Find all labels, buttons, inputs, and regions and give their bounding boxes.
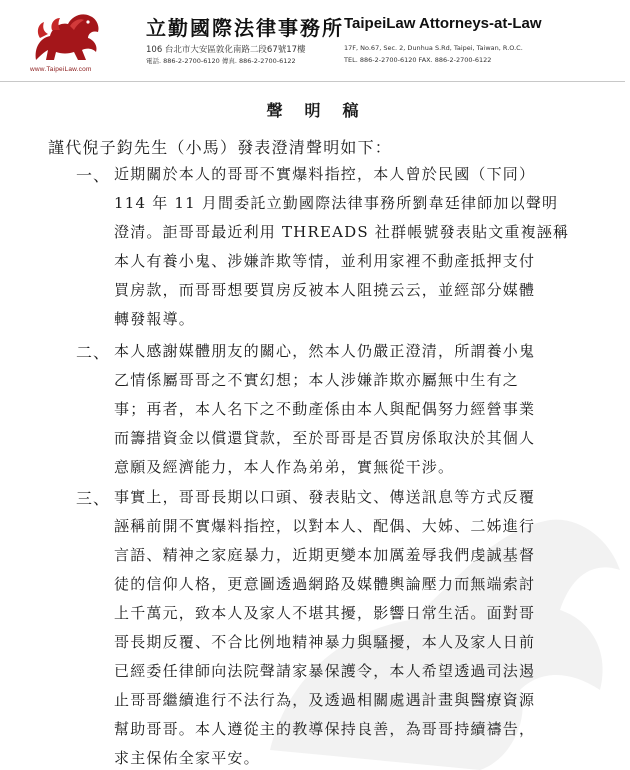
- firm-name-en: TaipeiLaw Attorneys-at-Law: [344, 15, 542, 32]
- document-title: 聲明稿: [266, 101, 381, 120]
- item-line: 事實上，哥哥長期以口頭、發表貼文、傳送訊息等方式反覆: [114, 488, 536, 506]
- firm-website: www.TaipeiLaw.com: [30, 66, 92, 73]
- item-number: 三、: [76, 489, 111, 508]
- item-line: 求主保佑全家平安。: [114, 749, 260, 767]
- item-line: 幫助哥哥。本人遵從主的教導保持良善，為哥哥持續禱告，: [114, 720, 536, 738]
- item-line: 已經委任律師向法院聲請家暴保護令，本人希望透過司法遏: [114, 662, 536, 680]
- item-line: 上千萬元，致本人及家人不堪其擾，影響日常生活。面對哥: [114, 604, 536, 622]
- item-line: 澄清。詎哥哥最近利用 THREADS 社群帳號發表貼文重複誣稱: [114, 223, 570, 241]
- item-line: 本人感謝媒體朋友的關心，然本人仍嚴正澄清，所謂養小鬼: [114, 342, 536, 360]
- firm-contact-zh: 電話. 886-2-2700-6120 傳真. 886-2-2700-6122: [146, 57, 296, 65]
- item-line: 近期關於本人的哥哥不實爆料指控，本人曾於民國（下同）: [114, 165, 536, 183]
- header-divider: [0, 81, 625, 82]
- item-line: 止哥哥繼續進行不法行為，及透過相關處遇計畫與醫療資源: [114, 691, 536, 709]
- item-line: 言語、精神之家庭暴力，近期更變本加厲羞辱我們虔誠基督: [114, 546, 536, 564]
- qilin-logo-icon: [26, 8, 106, 66]
- firm-name-zh: 立勤國際法律事務所: [146, 16, 344, 40]
- firm-contact-en: TEL. 886-2-2700-6120 FAX. 886-2-2700-6122: [344, 56, 492, 64]
- item-line: 乙情係屬哥哥之不實幻想；本人涉嫌詐欺亦屬無中生有之: [114, 371, 520, 389]
- statement-intro: 謹代倪子鈞先生（小馬）發表澄清聲明如下：: [48, 138, 393, 157]
- firm-address-zh: 106 台北市大安區敦化南路二段67號17樓: [146, 45, 306, 55]
- item-line: 而籌措資金以償還貸款，至於哥哥是否買房係取決於其個人: [114, 429, 536, 447]
- item-line: 轉發報導。: [114, 310, 196, 328]
- item-line: 114 年 11 月間委託立勤國際法律事務所劉韋廷律師加以聲明: [114, 194, 559, 212]
- firm-address-en: 17F, No.67, Sec. 2, Dunhua S.Rd, Taipei, Taiwan, R.O.C.: [344, 44, 523, 52]
- item-line: 事；再者，本人名下之不動產係由本人與配偶努力經營事業: [114, 400, 536, 418]
- item-number: 二、: [76, 343, 111, 362]
- item-line: 徒的信仰人格，更意圖透過網路及媒體輿論壓力而無端索討: [114, 575, 536, 593]
- item-line: 哥長期反覆、不合比例地精神暴力與騷擾，本人及家人日前: [114, 633, 536, 651]
- item-number: 一、: [76, 166, 111, 185]
- item-line: 意願及經濟能力，本人作為弟弟，實無從干涉。: [114, 458, 455, 476]
- item-line: 買房款，而哥哥想要買房反被本人阻撓云云，並經部分媒體: [114, 281, 536, 299]
- item-line: 本人有養小鬼、涉嫌詐欺等情，並利用家裡不動產抵押支付: [114, 252, 536, 270]
- item-line: 誣稱前開不實爆料指控，以對本人、配偶、大姊、二姊進行: [114, 517, 536, 535]
